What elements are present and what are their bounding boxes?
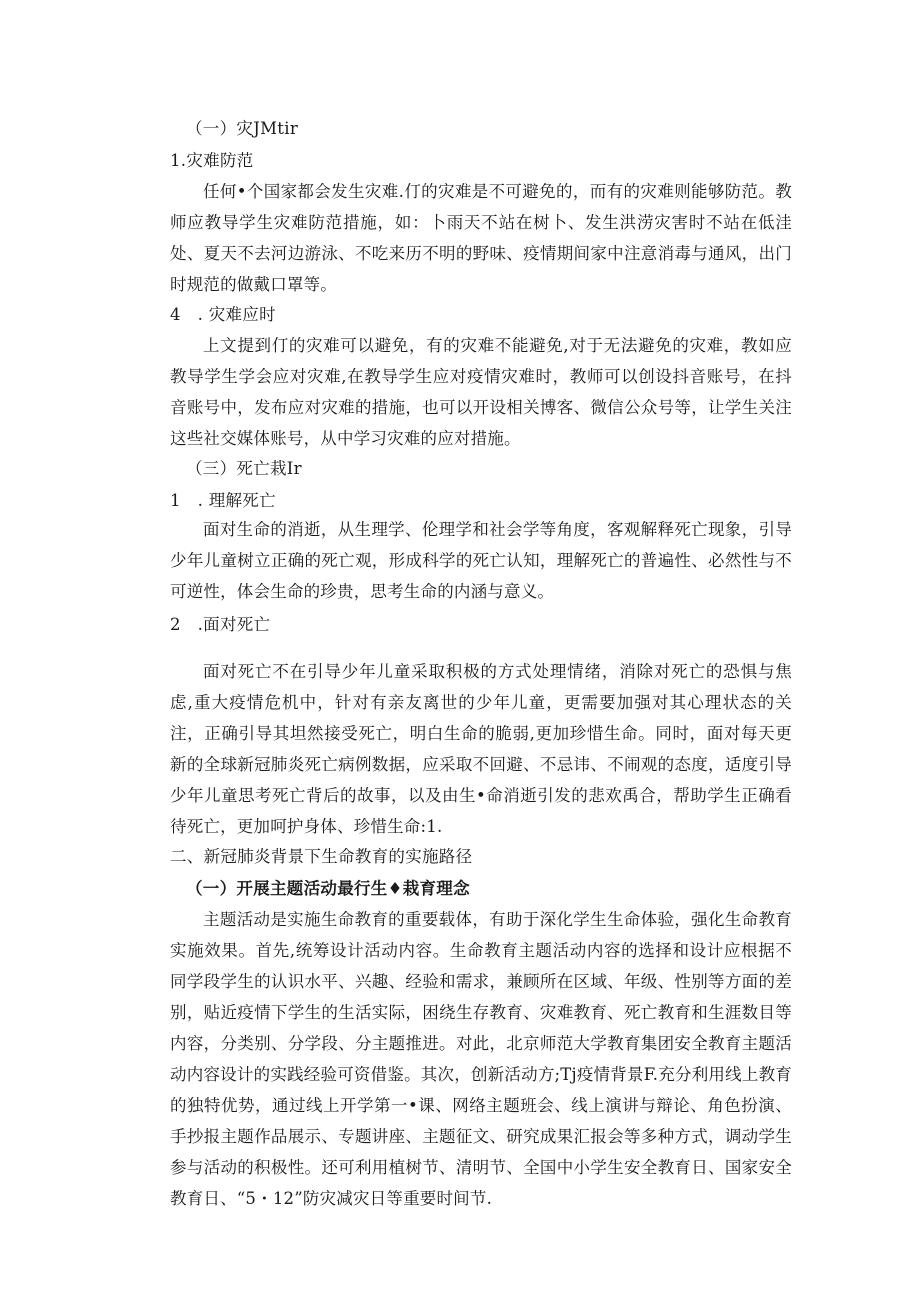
heading-death-education: （三）死亡栽Ir <box>186 459 302 478</box>
paragraph-understand-death: 面对生命的消逝，从生理学、伦理学和社会学等角度，客观解释死亡现象，引导少年儿童树立正确的死亡观，形成科学的死亡认知，理解死亡的普遍性、必然性与不可逆性，体会生命的珍贵，思考生命的内涵与意义。 <box>170 520 792 601</box>
subheading-disaster-prevention: 1.灾难防范 <box>170 151 254 170</box>
subheading-face-death: 2 .面对死亡 <box>170 615 271 634</box>
paragraph-theme-activities: 主题活动是实施生命教育的重要载体，有助于深化学生生命体验，强化生命教育实施效果。首先,统筹设计活动内容。生命教育主题活动内容的选择和设计应根据不同学段学生的认识水平、兴趣、经验和需求，兼顾所在区域、年级、性别等方面的差别，贴近疫情下学生的生活实际，困绕生存教育、灾难教育、死亡教育和生涯数目等内容，分类别、分学段、分主题推进。对此，北京师范大学教育集团安全教育主题活动内容设计的实践经验可资借鉴。其次，创新活动方;Tj疫情背景F.充分利用线上教育的独特优势，通过线上开学第一•课、网络主题班会、线上演讲与辩论、角色扮演、手抄报主题作品展示、专题讲座、主题征文、研究成果汇报会等多种方式，调动学生参与活动的积极性。还可利用植树节、清明节、全国中小学生安全教育日、国家安全教育日、“5・12”防灾减灾日等重要时间节. <box>170 910 792 1208</box>
paragraph-disaster-prevention: 任何•个国家都会发生灾难.仃的灾难是不可避免的，而有的灾难则能够防范。教师应教导学生灾难防范措施，如：卜雨天不站在树卜、发生洪涝灾害时不站在低洼处、夏天不去河边游泳、不吃来历不明的野味、疫情期间家中注意消毒与通风，出门时规范的做戴口罩等。 <box>170 182 792 294</box>
subheading-disaster-response: 4 . 灾难应时 <box>170 305 276 324</box>
subheading-understand-death: 1 . 理解死亡 <box>170 491 276 510</box>
section-heading-implementation: 二、新冠肺炎背景下生命教育的实施路径 <box>170 847 473 866</box>
heading-theme-activities: （一）开展主题活动最行生♦栽育理念 <box>186 879 470 898</box>
paragraph-disaster-response: 上文提到仃的灾难可以避免，有的灾难不能避免,对于无法避免的灾难，教如应教导学生学会应对灾难,在教导学生应对疫情灾难时，教师可以创设抖音账号，在抖音账号中，发布应对灾难的措施，也可以开设相关博客、微信公众号等，让学生关注这些社交媒体账号，从中学习灾难的应对措施。 <box>170 336 792 448</box>
paragraph-face-death: 面对死亡不在引导少年儿童采取积极的方式处理情绪，消除对死亡的恐惧与焦虑,重大疫情危机中，针对有亲友离世的少年儿童，更需要加强对其心理状态的关注，正确引导其坦然接受死亡，明白生命的脆弱,更加珍惜生命。同时，面对每天更新的全球新冠肺炎死亡病例数据，应采取不回避、不忌讳、不闹观的态度，适度引导少年儿童思考死亡背后的故事，以及由生•命消逝引发的悲欢禹合，帮助学生正确看待死亡，更加呵护身体、珍惜生命:1. <box>170 662 792 836</box>
heading-disaster-education: （一）灾JMtir <box>186 119 299 138</box>
